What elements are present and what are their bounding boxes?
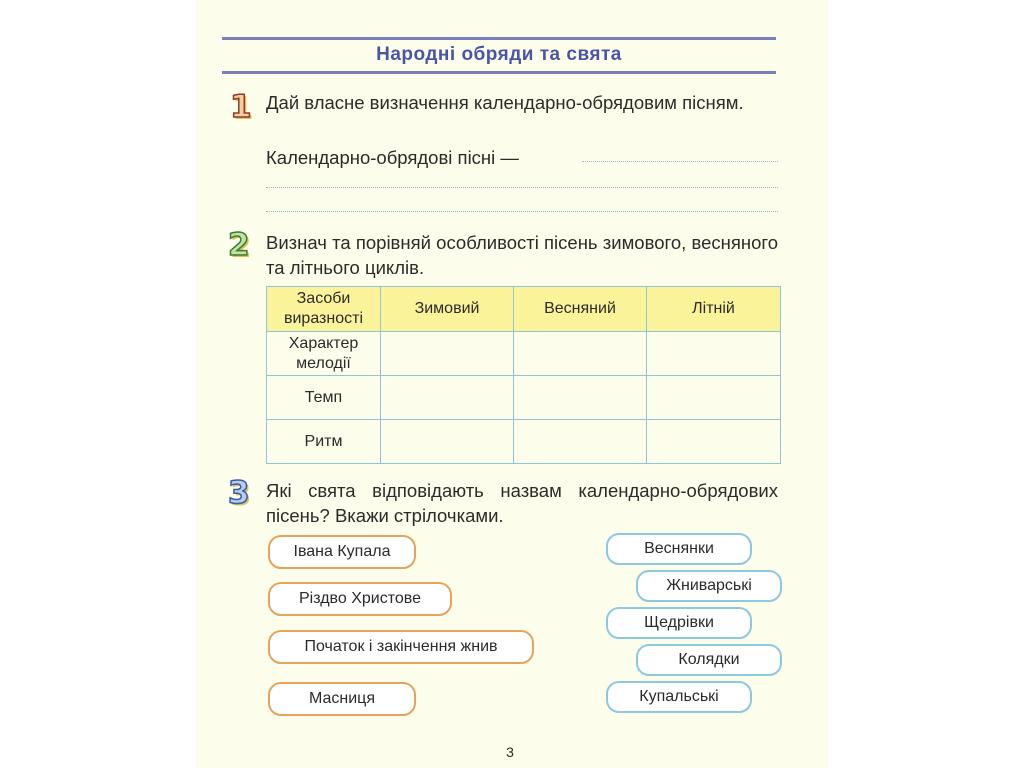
table-cell[interactable]: [647, 332, 781, 376]
title-bottom-rule: [222, 71, 776, 74]
table-row: [267, 376, 781, 420]
task-3-number: 3: [228, 475, 250, 511]
table-header-cell: Весняний: [514, 287, 647, 332]
table-cell[interactable]: [381, 376, 514, 420]
table-cell[interactable]: [514, 332, 647, 376]
song-box[interactable]: Купальські: [606, 681, 752, 713]
table-cell[interactable]: [647, 420, 781, 464]
table-cell[interactable]: [381, 332, 514, 376]
song-box[interactable]: Колядки: [636, 644, 782, 676]
song-box[interactable]: Щедрівки: [606, 607, 752, 639]
song-box[interactable]: Жниварські: [636, 570, 782, 602]
table-row-label: Характер мелодії: [267, 332, 381, 376]
holiday-box[interactable]: Івана Купала: [268, 535, 416, 569]
table-row-label: Темп: [267, 376, 381, 420]
answer-line[interactable]: [582, 161, 778, 162]
title-top-rule: [222, 37, 776, 40]
answer-line[interactable]: [266, 211, 778, 212]
page-number: 3: [506, 744, 514, 760]
table-cell[interactable]: [381, 420, 514, 464]
task-1-text: Дай власне визначення календарно-обрядовим пісням.: [266, 92, 744, 113]
table-row-label: Ритм: [267, 420, 381, 464]
holiday-box[interactable]: Різдво Христове: [268, 582, 452, 616]
holiday-box[interactable]: Початок і закінчення жнив: [268, 630, 534, 664]
task-1-number: 1: [230, 89, 252, 125]
song-box[interactable]: Веснянки: [606, 533, 752, 565]
table-row: [267, 332, 781, 376]
comparison-table: [266, 286, 781, 464]
table-row: [267, 420, 781, 464]
table-header-row: [267, 287, 781, 332]
table-header-cell: Літній: [647, 287, 781, 332]
task-2-text: Визнач та порівняй особливості пісень зимового, весняного та літнього циклів.: [266, 232, 778, 278]
table-cell[interactable]: [514, 376, 647, 420]
page-title: Народні обряди та свята: [376, 44, 622, 65]
task-2-number: 2: [228, 227, 250, 263]
answer-line[interactable]: [266, 187, 778, 188]
task-3-text: Які свята відповідають назвам календарно-обрядових пісень? Вкажи стрілочками.: [266, 480, 778, 526]
table-cell[interactable]: [647, 376, 781, 420]
table-header-cell: Засоби виразності: [267, 287, 381, 332]
task-1-definition-prompt: Календарно-обрядові пісні —: [266, 147, 519, 168]
table-cell[interactable]: [514, 420, 647, 464]
holiday-box[interactable]: Масниця: [268, 682, 416, 716]
table-header-cell: Зимовий: [381, 287, 514, 332]
